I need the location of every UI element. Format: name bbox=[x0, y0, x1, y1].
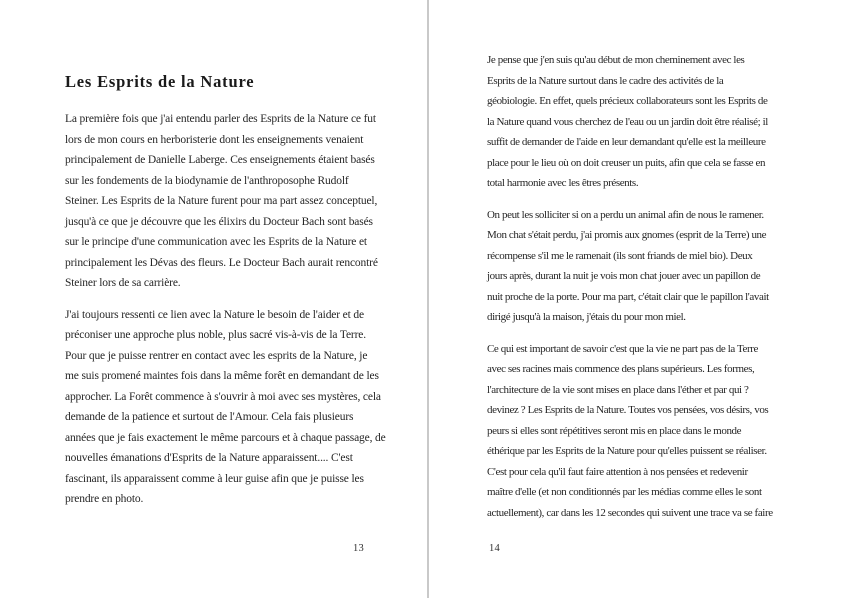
page-14 bbox=[487, 50, 827, 523]
paragraph-1 bbox=[487, 50, 827, 194]
text-line: sur le principe d'une communication avec les Esprits de la Nature et bbox=[65, 236, 367, 248]
text-line: demande de la patience et surtout de l'Amour. Cela fais plusieurs bbox=[65, 411, 354, 423]
text-line: sur les fondements de la biodynamie de l'anthroposophe Rudolf bbox=[65, 174, 349, 187]
text-line: dirigé jusqu'à la maison, j'étais du pour mon miel. bbox=[487, 311, 686, 323]
text-line: approcher. La Forêt commence à s'ouvrir à moi avec ses mystères, cela bbox=[65, 390, 381, 403]
text-line: total harmonie avec les êtres présents. bbox=[487, 177, 639, 189]
text-line: avec ses racines mais commence des plans supérieurs. Les formes, bbox=[487, 363, 755, 375]
paragraph-2 bbox=[65, 305, 427, 510]
text-line: l'architecture de la vie sont mises en place dans l'éther et par qui ? bbox=[487, 383, 749, 396]
text-line: nouvelles émanations d'Esprits de la Nature apparaissent.... C'est bbox=[65, 452, 353, 464]
text-line: me suis promené maintes fois dans la même forêt en demandant de les bbox=[65, 370, 379, 382]
text-line: Ce qui est important de savoir c'est que la vie ne part pas de la Terre bbox=[487, 342, 759, 355]
text-line: Mon chat s'était perdu, j'ai promis aux gnomes (esprit de la Terre) une bbox=[487, 229, 767, 241]
text-line: Steiner lors de sa carrière. bbox=[65, 277, 181, 289]
page-number-left: 13 bbox=[353, 543, 365, 554]
text-line: la Nature quand vous cherchez de l'eau ou un jardin doit être réalisé; il bbox=[487, 115, 768, 128]
text-line: principalement de Danielle Laberge. Ces enseignements étaient basés bbox=[65, 154, 375, 166]
text-line: lors de mon cours en herboristerie dont les enseignements venaient bbox=[65, 133, 364, 146]
page-number-right: 14 bbox=[489, 543, 501, 554]
paragraph-3 bbox=[487, 339, 827, 524]
text-line: devinez ? Les Esprits de la Nature. Toutes vos pensées, vos désirs, vos bbox=[487, 404, 769, 416]
text-line: nuit proche de la porte. Pour ma part, c'était clair que le papillon l'avait bbox=[487, 290, 769, 303]
text-line: principalement les Dévas des fleurs. Le Docteur Bach aurait rencontré bbox=[65, 256, 378, 269]
text-line: peurs si elles sont répétitives seront mis en place dans le monde bbox=[487, 424, 742, 437]
text-line: maître d'elle (et non conditionnés par les médias comme elles le sont bbox=[487, 486, 762, 498]
text-line: jusqu'à ce que je découvre que les élixirs du Docteur Bach sont basés bbox=[65, 215, 373, 228]
text-line: On peut les solliciter si on a perdu un animal afin de nous le ramener. bbox=[487, 208, 764, 221]
text-line: années que je fais exactement le même parcours et à chaque passage, de bbox=[65, 431, 386, 444]
text-line: place pour le lieu où on doit creuser un puits, afin que cela se fasse en bbox=[487, 156, 766, 169]
text-line: géobiologie. En effet, quels précieux collaborateurs sont les Esprits de bbox=[487, 95, 768, 107]
paragraph-1 bbox=[65, 109, 427, 294]
text-line: jours après, durant la nuit je vois mon chat jouer avec un papillon de bbox=[487, 270, 761, 282]
text-line: J'ai toujours ressenti ce lien avec la Nature le besoin de l'aider et de bbox=[65, 308, 364, 321]
text-line: suffit de demander de l'aide en leur demandant qu'elle est la meilleure bbox=[487, 136, 766, 148]
text-line: récompense s'il me le ramenait (ils sont friands de miel bio). Deux bbox=[487, 249, 753, 262]
text-line: Steiner. Les Esprits de la Nature furent pour ma part assez conceptuel, bbox=[65, 195, 378, 207]
text-line: C'est pour cela qu'il faut faire attention à nos pensées et redevenir bbox=[487, 465, 748, 478]
text-line: éthérique par les Esprits de la Nature pour qu'elles puissent se réaliser. bbox=[487, 445, 767, 457]
paragraph-2 bbox=[487, 205, 827, 328]
page-title: Les Esprits de la Nature bbox=[65, 72, 255, 91]
text-line: actuellement), car dans les 12 secondes qui suivent une trace va se faire bbox=[487, 506, 773, 519]
page-13 bbox=[65, 72, 427, 510]
text-line: La première fois que j'ai entendu parler des Esprits de la Nature ce fut bbox=[65, 113, 376, 125]
text-line: fascinant, ils apparaissent comme à leur guise afin que je puisse les bbox=[65, 472, 364, 485]
text-line: Je pense que j'en suis qu'au début de mon cheminement avec les bbox=[487, 54, 745, 66]
text-line: Esprits de la Nature surtout dans le cadre des activités de la bbox=[487, 74, 724, 87]
text-line: préconiser une approche plus noble, plus sacré vis-à-vis de la Terre. bbox=[65, 329, 366, 341]
text-line: Pour que je puisse rentrer en contact avec les esprits de la Nature, je bbox=[65, 349, 368, 362]
page-gutter-divider bbox=[427, 0, 429, 598]
text-line: prendre en photo. bbox=[65, 493, 144, 505]
